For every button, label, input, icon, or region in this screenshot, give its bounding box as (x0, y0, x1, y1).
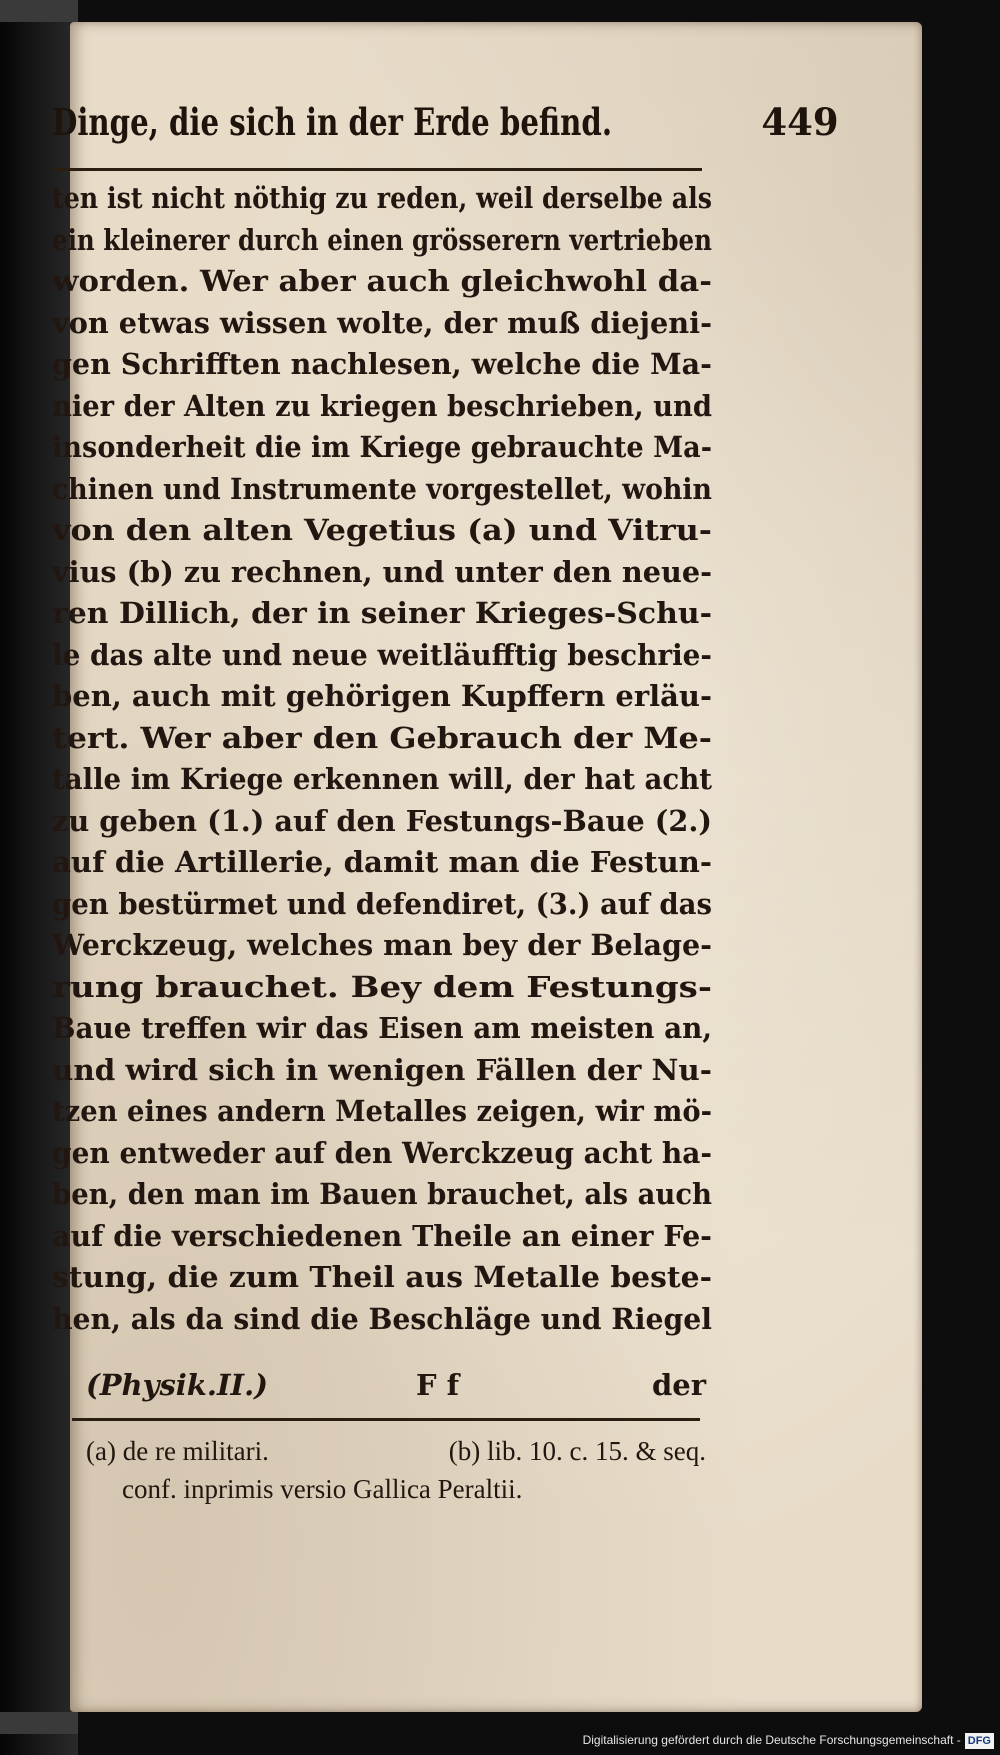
text-line (52, 884, 712, 926)
head-rule (52, 168, 702, 171)
text-line (52, 593, 712, 635)
text-line (52, 552, 712, 594)
footnote-line (86, 1432, 706, 1470)
text-line-content: ein kleinerer durch einen grösserern vertrieben (52, 222, 712, 257)
text-line-content: insonderheit die im Kriege gebrauchte Ma- (52, 430, 712, 464)
spine-band-bottom (0, 1712, 78, 1734)
text-line-content: auf die verschiedenen Theile an einer Fe- (52, 1218, 712, 1253)
text-line (52, 967, 712, 1009)
text-line-content: von etwas wissen wolte, der muß diejeni- (52, 305, 712, 340)
text-line (52, 1091, 712, 1133)
text-line-content: tert. Wer aber den Gebrauch der Me- (52, 720, 713, 755)
text-line (52, 427, 712, 469)
text-line (52, 1216, 712, 1258)
running-head (52, 100, 839, 160)
text-line (52, 1008, 712, 1050)
text-line-content: und wird sich in wenigen Fällen der Nu- (52, 1052, 712, 1087)
text-line (52, 220, 712, 262)
text-line (52, 510, 712, 552)
footnote-b: (b) lib. 10. c. 15. & seq. (448, 1436, 706, 1466)
text-line-content: stung, die zum Theil aus Metalle beste- (52, 1260, 713, 1294)
text-line (52, 801, 712, 843)
body-text (52, 178, 712, 1340)
text-line-content: worden. Wer aber auch gleichwohl da- (52, 264, 712, 298)
page-number: 449 (761, 100, 839, 144)
text-line-content: gen Schrifften nachlesen, welche die Ma- (52, 347, 712, 381)
text-line-content: vius (b) zu rechnen, und unter den neue- (52, 554, 712, 589)
text-line (52, 718, 712, 760)
footnote-b-continued: conf. inprimis versio Gallica Peraltii. (122, 1474, 523, 1504)
text-line-content: auf die Artillerie, damit man die Festun- (52, 845, 712, 879)
text-line (52, 635, 712, 677)
text-line (52, 925, 712, 967)
text-line-content: nier der Alten zu kriegen beschrieben, und (52, 388, 712, 423)
text-line-content: von den alten Vegetius (a) und Vitru- (52, 513, 712, 547)
footnote-a: (a) de re militari. (86, 1436, 269, 1466)
text-line-content: gen bestürmet und defendiret, (3.) auf das (52, 886, 712, 921)
text-line (52, 1050, 712, 1092)
text-line (52, 842, 712, 884)
text-line (52, 469, 712, 511)
text-line-content: ben, auch mit gehörigen Kupffern erläu- (52, 679, 712, 713)
credit-text: Digitalisierung gefördert durch die Deutsche Forschungsgemeinschaft - (582, 1733, 961, 1747)
catchword: der (651, 1368, 706, 1402)
text-line (52, 344, 712, 386)
text-line-content: hen, als da sind die Beschläge und Riegel (52, 1301, 712, 1336)
short-title: (Physik.II.) (86, 1368, 268, 1402)
text-line (52, 261, 712, 303)
dfg-logo: DFG (965, 1733, 994, 1749)
page-footer (86, 1368, 706, 1412)
text-line-content: Baue treffen wir das Eisen am meisten an, (52, 1011, 712, 1045)
footnote-line (86, 1470, 706, 1508)
text-line-content: gen entweder auf den Werckzeug acht ha- (52, 1135, 712, 1170)
text-line-content: tzen eines andern Metalles zeigen, wir mö- (52, 1094, 712, 1128)
text-line (52, 178, 712, 220)
text-line (52, 386, 712, 428)
text-line (52, 1299, 712, 1341)
text-line-content: ben, den man im Bauen brauchet, als auch (52, 1177, 712, 1211)
text-line-content: ten ist nicht nöthig zu reden, weil derselbe als (52, 181, 712, 215)
text-line-content: chinen und Instrumente vorgestellet, wohin (52, 471, 712, 506)
text-line (52, 676, 712, 718)
text-line-content: rung brauchet. Bey dem Festungs- (52, 969, 712, 1004)
digitization-credit (583, 1729, 994, 1751)
signature-mark: F f (416, 1368, 460, 1402)
text-line-content: Werckzeug, welches man bey der Belage- (52, 928, 712, 962)
text-line-content: zu geben (1.) auf den Festungs-Baue (2.) (52, 803, 712, 838)
footnotes (86, 1432, 706, 1508)
spine-band-top (0, 0, 78, 22)
text-line-content: le das alte und neue weitläufftig beschrie- (52, 637, 712, 672)
text-line (52, 759, 712, 801)
text-line (52, 1133, 712, 1175)
footnote-rule (72, 1418, 700, 1421)
running-head-title: Dinge, die sich in der Erde befind. (52, 100, 612, 144)
text-line-content: ren Dillich, der in seiner Krieges-Schu- (52, 596, 712, 630)
text-line (52, 1257, 712, 1299)
text-line (52, 303, 712, 345)
text-line (52, 1174, 712, 1216)
text-line-content: talle im Kriege erkennen will, der hat acht (52, 762, 712, 796)
